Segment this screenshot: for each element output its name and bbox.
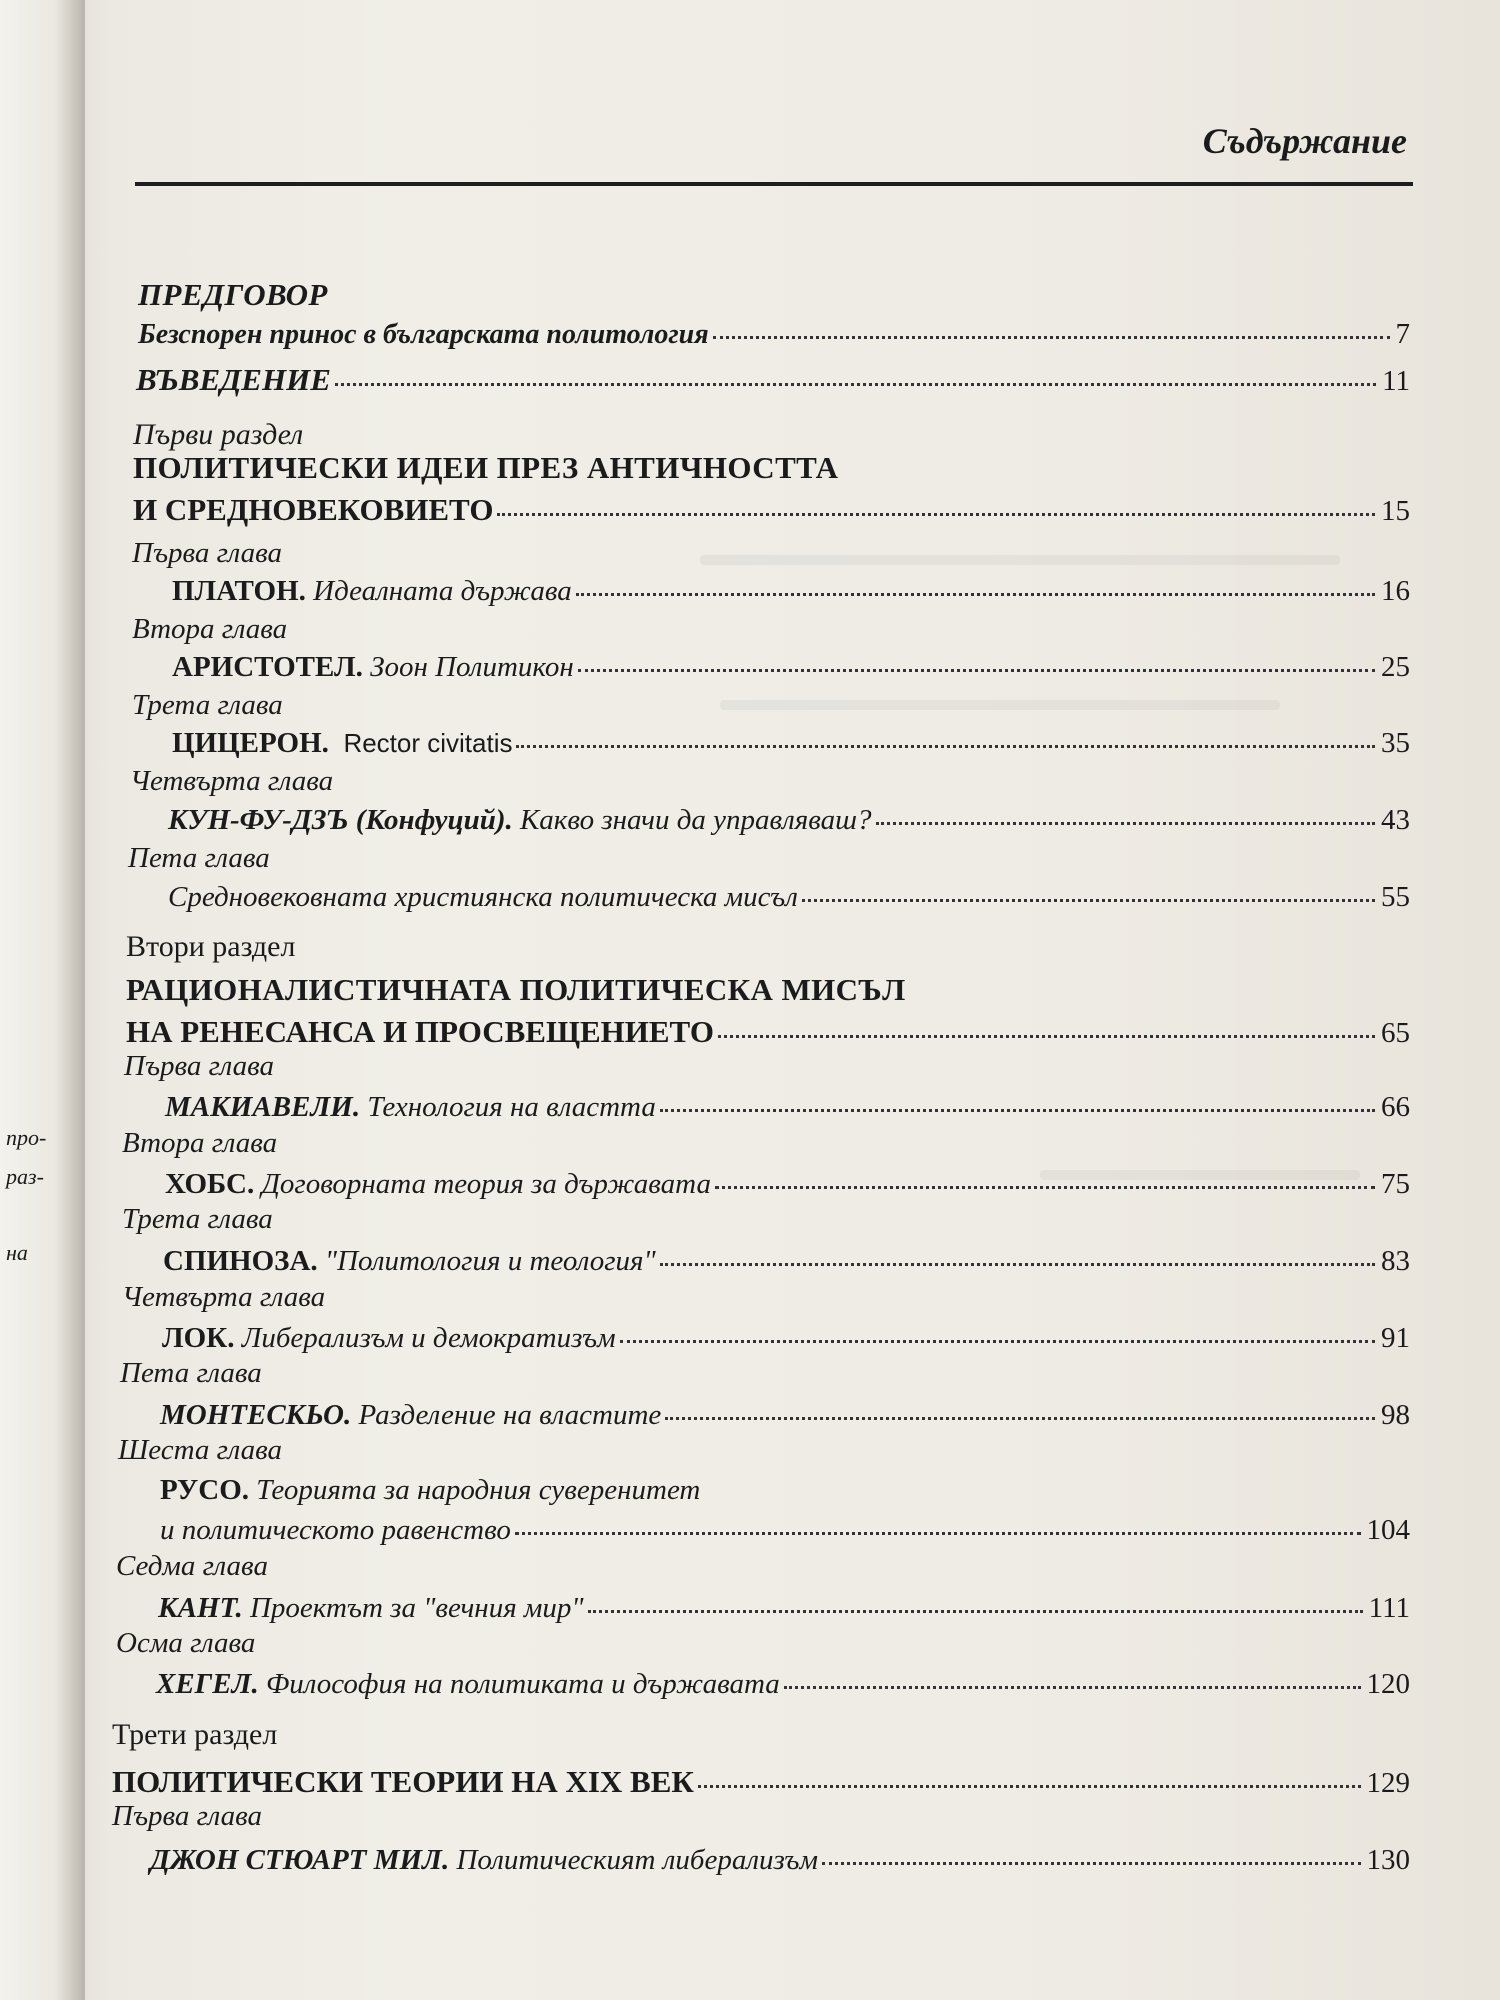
page-number: 129: [1366, 1767, 1410, 1799]
toc-entry-chapter[interactable]: [158, 1592, 1410, 1625]
toc-entry-chapter-line2[interactable]: [160, 1514, 1410, 1547]
chapter-author: ЛОК.: [162, 1322, 235, 1354]
chapter-title: Rector civitatis: [343, 728, 513, 758]
toc-entry-chapter[interactable]: [165, 1091, 1410, 1124]
toc-entry-chapter[interactable]: [172, 651, 1410, 684]
page-number: 65: [1381, 1017, 1410, 1049]
chapter-label: Пета глава: [120, 1357, 262, 1389]
chapter-label: Първа глава: [132, 537, 282, 569]
chapter-label: Пета глава: [128, 842, 270, 874]
dot-leader: [698, 1785, 1361, 1788]
dot-leader: [660, 1109, 1375, 1112]
toc-entry-chapter[interactable]: [163, 1245, 1410, 1278]
toc-entry-part1[interactable]: [133, 492, 1410, 528]
page-number: 75: [1381, 1168, 1410, 1200]
page-number: 11: [1382, 365, 1410, 397]
chapter-author: КУН-ФУ-ДЗЪ (Конфуций).: [168, 804, 513, 836]
chapter-label: Втора глава: [122, 1127, 278, 1159]
dot-leader: [578, 669, 1375, 672]
toc-entry-chapter[interactable]: [168, 881, 1410, 914]
dot-leader: [718, 1035, 1375, 1038]
part-label: Първи раздел: [133, 418, 304, 451]
chapter-author: КАНТ.: [158, 1592, 243, 1624]
part-title-line: ПОЛИТИЧЕСКИ ИДЕИ ПРЕЗ АНТИЧНОСТТА: [133, 450, 839, 485]
toc-entry-chapter[interactable]: [162, 1322, 1410, 1355]
dot-leader: [713, 336, 1390, 339]
preface-heading: ПРЕДГОВОР: [138, 277, 328, 312]
page-header: [135, 112, 1413, 186]
part-label: Трети раздел: [112, 1718, 278, 1751]
part-label: Втори раздел: [126, 930, 296, 963]
chapter-title: Проектът за "вечния мир": [249, 1592, 584, 1624]
previous-page-edge: [0, 0, 85, 2000]
page-number: 83: [1381, 1245, 1410, 1277]
dot-leader: [497, 513, 1375, 516]
chapter-author: СПИНОЗА.: [163, 1245, 318, 1277]
bleed-through: [700, 555, 1340, 565]
chapter-title: Договорната теория за държавата: [261, 1168, 711, 1200]
chapter-author: ДЖОН СТЮАРТ МИЛ.: [150, 1844, 450, 1876]
page-number: 7: [1395, 318, 1410, 350]
toc-entry-part3[interactable]: [112, 1764, 1410, 1800]
entry-title: И СРЕДНОВЕКОВИЕТО: [133, 492, 494, 527]
chapter-title: Либерализъм и демократизъм: [241, 1322, 616, 1354]
chapter-title: "Политология и теология": [324, 1245, 656, 1277]
toc-entry-part2[interactable]: [126, 1014, 1410, 1050]
chapter-author: РУСО.: [160, 1474, 250, 1506]
chapter-title-cont: и политическото равенство: [160, 1514, 511, 1546]
entry-title: ПОЛИТИЧЕСКИ ТЕОРИИ НА XIX ВЕК: [112, 1764, 694, 1799]
toc-entry-preface[interactable]: [138, 318, 1410, 351]
toc-entry-chapter-line1[interactable]: [160, 1474, 1410, 1507]
chapter-author: ХЕГЕЛ.: [156, 1668, 259, 1700]
chapter-author: ХОБС.: [165, 1168, 255, 1200]
dot-leader: [620, 1340, 1375, 1343]
chapter-title: Разделение на властите: [358, 1399, 662, 1431]
chapter-title: Средновековната християнска политическа мисъл: [168, 881, 798, 913]
chapter-label: Четвърта глава: [130, 765, 334, 797]
toc-entry-introduction[interactable]: [136, 362, 1410, 398]
entry-title: НА РЕНЕСАНСА И ПРОСВЕЩЕНИЕТО: [126, 1014, 714, 1049]
bleed-through: [720, 700, 1280, 710]
page-number: 98: [1381, 1399, 1410, 1431]
toc-entry-chapter[interactable]: [165, 1168, 1410, 1201]
page-number: 25: [1381, 651, 1410, 683]
chapter-title: Теорията за народния суверенитет: [256, 1474, 701, 1506]
chapter-label: Осма глава: [116, 1627, 256, 1659]
chapter-title: Какво значи да управляваш?: [520, 804, 872, 836]
toc-entry-chapter[interactable]: [160, 1399, 1410, 1432]
page-number: 35: [1381, 727, 1410, 759]
page-number: 66: [1381, 1091, 1410, 1123]
chapter-author: ПЛАТОН.: [172, 575, 306, 607]
dot-leader: [588, 1610, 1363, 1613]
chapter-title: Идеалната държава: [313, 575, 572, 607]
page-number: 130: [1366, 1844, 1410, 1876]
chapter-author: МОНТЕСКЬО.: [160, 1399, 352, 1431]
chapter-title: Зоон Политикон: [370, 651, 574, 683]
page-number: 91: [1381, 1322, 1410, 1354]
page-number: 43: [1381, 804, 1410, 836]
dot-leader: [665, 1417, 1375, 1420]
dot-leader: [715, 1186, 1375, 1189]
chapter-label: Трета глава: [132, 689, 283, 721]
dot-leader: [515, 1532, 1361, 1535]
chapter-label: Първа глава: [124, 1050, 274, 1082]
toc-entry-chapter[interactable]: [150, 1844, 1410, 1877]
dot-leader: [335, 383, 1376, 386]
dot-leader: [516, 745, 1375, 748]
dot-leader: [876, 822, 1375, 825]
chapter-author: МАКИАВЕЛИ.: [165, 1091, 361, 1123]
dot-leader: [660, 1263, 1375, 1266]
chapter-label: Втора глава: [132, 613, 288, 645]
page-number: 120: [1366, 1668, 1410, 1700]
chapter-label: Четвърта глава: [122, 1281, 326, 1313]
toc-entry-chapter[interactable]: [172, 727, 1410, 760]
dot-leader: [784, 1686, 1361, 1689]
page-number: 55: [1381, 881, 1410, 913]
left-page-fragment: про-: [6, 1125, 47, 1150]
page-number: 16: [1381, 575, 1410, 607]
dot-leader: [802, 899, 1375, 902]
part-title-line: РАЦИОНАЛИСТИЧНАТА ПОЛИТИЧЕСКА МИСЪЛ: [126, 972, 906, 1007]
entry-title: Безспорен принос в българската политология: [138, 319, 709, 350]
dot-leader: [576, 593, 1375, 596]
chapter-label: Трета глава: [122, 1203, 273, 1235]
page-number: 15: [1381, 495, 1410, 527]
chapter-label: Седма глава: [116, 1550, 268, 1582]
toc-entry-chapter[interactable]: [156, 1668, 1410, 1701]
toc-entry-chapter[interactable]: [168, 804, 1410, 837]
dot-leader: [822, 1862, 1361, 1865]
chapter-title: Философия на политиката и държавата: [265, 1668, 780, 1700]
toc-entry-chapter[interactable]: [172, 575, 1410, 608]
page-number: 111: [1368, 1592, 1410, 1624]
left-page-fragment: раз-: [6, 1164, 44, 1189]
page-title: Съдържание: [1202, 121, 1407, 161]
chapter-label: Първа глава: [112, 1800, 262, 1832]
chapter-author: ЦИЦЕРОН.: [172, 727, 329, 759]
chapter-title: Политическият либерализъм: [456, 1844, 818, 1876]
chapter-label: Шеста глава: [118, 1434, 282, 1466]
page-number: 104: [1366, 1514, 1410, 1546]
left-page-fragment: на: [6, 1240, 28, 1265]
chapter-title: Технология на властта: [367, 1091, 656, 1123]
chapter-author: АРИСТОТЕЛ.: [172, 651, 363, 683]
entry-title: ВЪВЕДЕНИЕ: [136, 362, 331, 397]
